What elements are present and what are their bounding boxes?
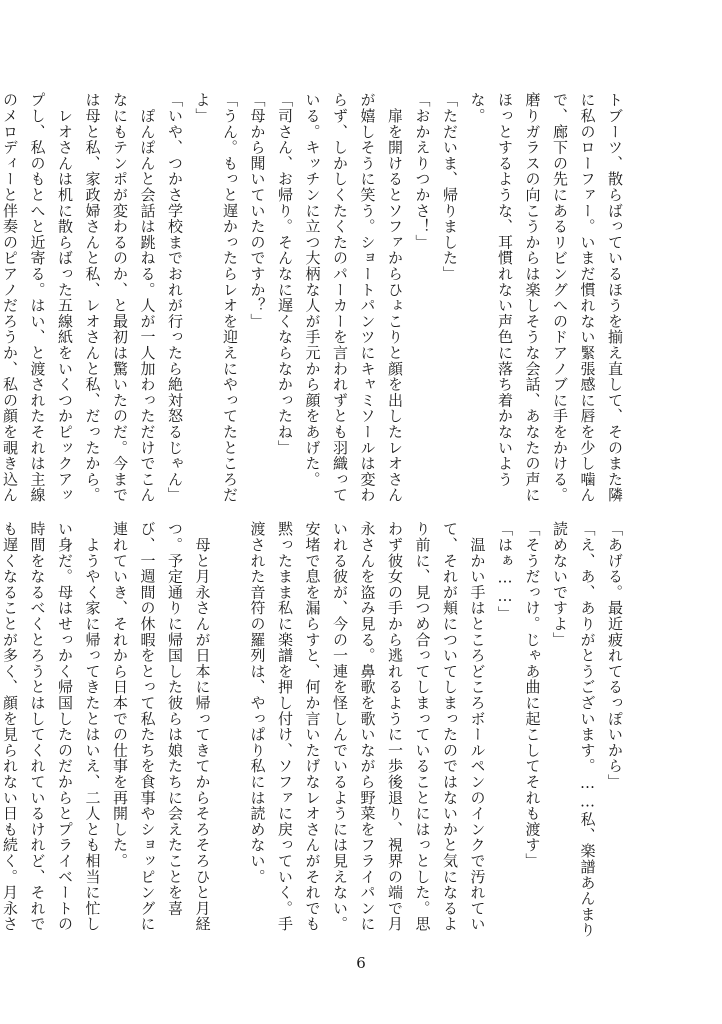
text-line: り前に、見つめ合ってしまっていることにはっとした。思: [413, 521, 432, 932]
text-line: トブーツ、散らばっているほうを揃え直して、そのまた隣: [606, 92, 624, 503]
text-line: 「はぁ……」: [496, 521, 514, 622]
text-line: 安堵で息を漏らすと、何か言いたげなレオさんがそれでも: [303, 521, 322, 932]
text-line: て、それが頬についてしまったのではないかと気になるよ: [441, 521, 459, 932]
text-line: 「司さん、お帰り。そんなに遅くならなかったね」: [276, 92, 294, 456]
text-line: ぽんぽんと会話は跳ねる。人が一人加わっただけでこん: [138, 92, 157, 503]
text-line: つ。予定通りに帰国した彼らは娘たちに会えたことを喜: [166, 521, 184, 916]
text-line: な。: [468, 92, 487, 124]
text-line: 「ただいま、帰りました」: [441, 92, 459, 282]
text-line: 「うん。もっと遅かったらレオを迎えにやってたところだ: [221, 92, 239, 503]
text-line: 「いや、つかさ学校までおれが行ったら絶対怒るじゃん」: [166, 92, 184, 503]
text-line: 永さんを盗み見る。鼻歌を歌いながら野菜をフライパンに: [358, 521, 377, 932]
text-line: 温かい手はところどころボールペンのインクで汚れてい: [468, 521, 487, 932]
text-line: 扉を開けるとソファからひょこりと顔を出したレオさん: [386, 92, 404, 503]
text-line: のメロディーと伴奏のピアノだろうか、私の顔を覗き込ん: [1, 92, 19, 503]
text-line: プし、私のもとへと近寄る。はい、と渡されたそれは主線: [28, 92, 47, 503]
text-line: は母と私、家政婦さんと私、レオさんと私、だったから。: [83, 92, 102, 503]
text-block-bottom: [0, 521, 628, 938]
text-line: び、一週間の休暇をとって私たちを食事やショッピングに: [138, 521, 157, 932]
text-line: が嬉しそうに笑う。ショートパンツにキャミソールは変わ: [358, 92, 377, 503]
text-line: いる。キッチンに立つ大柄な人が手元から顔をあげた。: [303, 92, 322, 487]
text-line: 渡された音符の羅列は、やっぱり私には読めない。: [248, 521, 267, 885]
text-line: 連れていき、それから日本での仕事を再開した。: [111, 521, 129, 869]
text-line: ようやく家に帰ってきたとはいえ、二人とも相当に忙し: [83, 521, 102, 932]
text-line: いれる彼が、今の一連を怪しんでいるようには見えない。: [331, 521, 349, 932]
text-line: 「そうだっけ。じゃあ曲に起こしてそれも渡す」: [523, 521, 542, 869]
text-line: い身だ。母はせっかく帰国したのだからとプライベートの: [56, 521, 74, 932]
text-line: わず彼女の手から逃れるように一歩後退り、視界の端で月: [386, 521, 404, 932]
page-number: 6: [356, 954, 366, 972]
text-line: らず、しかしくたくたのパーカーを言われずとも羽織って: [331, 92, 349, 503]
text-line: レオさんは机に散らばった五線紙をいくつかピックアッ: [56, 92, 74, 503]
text-line: も遅くなることが多く、顔を見られない日も続く。月永さ: [1, 521, 19, 932]
text-line: 母と月永さんが日本に帰ってきてからそろそろひと月経: [193, 521, 212, 932]
text-line: 時間をなるべくとろうとはしてくれているけれど、それで: [28, 521, 47, 932]
text-line: 「え、あ、ありがとうございます。……私、楽譜あんまり: [578, 521, 597, 938]
text-line: で、廊下の先にあるリビングへのドアノブに手をかける。: [551, 92, 569, 503]
text-line: 黙ったまま私に楽譜を押し付け、ソファに戻っていく。手: [276, 521, 294, 932]
text-line: 磨りガラスの向こうからは楽しそうな会話、あなたの声に: [523, 92, 542, 503]
text-line: 「あげる。最近疲れてるっぽいから」: [606, 521, 624, 790]
text-line: 「おかえりつかさ！」: [413, 92, 432, 250]
text-line: ほっとするような、耳慣れない声色に落ち着かないよう: [496, 92, 514, 487]
text-line: よ」: [193, 92, 212, 124]
text-line: に私のローファー。いまだ慣れない緊張感に唇を少し噛ん: [578, 92, 597, 503]
text-line: なにもテンポが変わるのか、と最初は驚いたのだ。今まで: [111, 92, 129, 503]
text-line: [216, 521, 244, 931]
text-line: 「母から聞いていたのですか？」: [248, 92, 267, 329]
text-block-top: [0, 92, 628, 506]
text-line: 読めないですよ」: [551, 521, 569, 648]
